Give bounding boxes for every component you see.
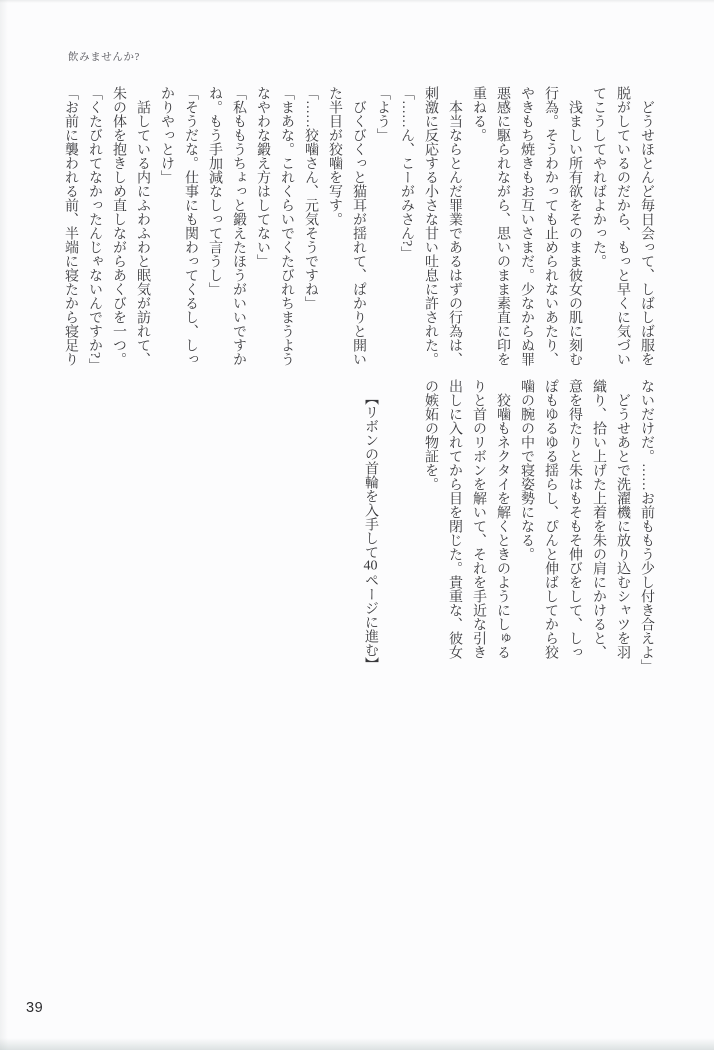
text-column: ね。もう手加減なしって言うし」	[207, 86, 222, 296]
text-column: 噛の腕の中で寝姿勢になる。	[519, 379, 534, 561]
running-header: 飲みませんか?	[68, 52, 140, 63]
text-column: ぽもゆるゆる揺らし、ぴんと伸ばしてから狡	[543, 379, 558, 659]
body-text-top-tier	[58, 86, 658, 373]
text-column: 「お前に襲われる前、半端に寝たから寝足り	[63, 86, 78, 366]
text-column: 「よう」	[375, 86, 390, 142]
text-column: 重ねる。	[471, 86, 486, 142]
page-edge-shadow-top	[0, 0, 714, 3]
text-column: ないだけだ。……お前ももう少し付き合えよ」	[639, 379, 654, 673]
text-column: 朱の体を抱きしめ直しながらあくびを一つ。	[111, 86, 126, 366]
page-edge-shadow-left	[0, 0, 8, 1050]
text-column: 「……ん、こーがみさん?」	[399, 86, 414, 261]
text-column: どうせあとで洗濯機に放り込むシャツを羽	[615, 379, 630, 659]
body-text-bottom-tier	[418, 379, 658, 673]
text-column: 「……狡噛さん、元気そうですね」	[303, 86, 318, 310]
text-column: 出しに入れてから目を閉じた。貴重な、彼女	[447, 379, 462, 659]
text-column: どうせほとんど毎日会って、しばしば服を	[639, 86, 654, 366]
gamebook-jump-instruction	[358, 391, 383, 671]
text-column: 本当ならとんだ罪業であるはずの行為は、	[447, 86, 462, 366]
text-column: 刺激に反応する小さな甘い吐息に許された。	[423, 86, 438, 366]
text-column: 悪感に駆られながら、思いのまま素直に印を	[495, 86, 510, 366]
text-column: 浅ましい所有欲をそのまま彼女の肌に刻む	[567, 86, 582, 366]
text-column: た半目が狡噛を写す。	[327, 86, 342, 226]
text-column: なやわな鍛え方はしてない」	[255, 86, 270, 268]
text-column: やきもち焼きもお互いさまだ。少なからぬ罪	[519, 86, 534, 366]
text-column: かりやっとけ」	[159, 86, 174, 184]
text-column: 意を得たりと朱はもそもそ伸びをして、しっ	[567, 379, 582, 659]
text-column: てこうしてやればよかった。	[591, 86, 606, 268]
text-column: 脱がしているのだから、もっと早くに気づい	[615, 86, 630, 366]
text-column: 「私ももうちょっと鍛えたほうがいいですか	[231, 86, 246, 366]
text-column: びくびくっと猫耳が揺れて、ぱかりと開い	[351, 86, 366, 366]
instruction-text-pre: 【リボンの首輪を入手して	[363, 391, 378, 559]
text-column: りと首のリボンを解いて、それを手近な引き	[471, 379, 486, 659]
text-column: 話している内にふわふわと眠気が訪れて、	[135, 86, 150, 366]
text-column: 「そうだな。仕事にも関わってくるし、しっ	[183, 86, 198, 366]
text-column: 行為。そうわかっても止められないあたり、	[543, 86, 558, 366]
text-column: 狡噛もネクタイを解くときのようにしゅる	[495, 379, 510, 659]
text-column: 「くたびれてなかったんじゃないんですか?」	[87, 86, 102, 373]
text-column: 「まあな。これくらいでくたびれちまうよう	[279, 86, 294, 366]
page-edge-shadow-bottom	[0, 1038, 714, 1050]
instruction-text-post: ページに進む】	[363, 573, 378, 671]
page-number: 39	[26, 1000, 44, 1016]
instruction-page-number: 40	[363, 559, 378, 573]
text-column: の嫉妬の物証を。	[423, 379, 438, 491]
text-column: 織り、拾い上げた上着を朱の肩にかけると、	[591, 379, 606, 659]
